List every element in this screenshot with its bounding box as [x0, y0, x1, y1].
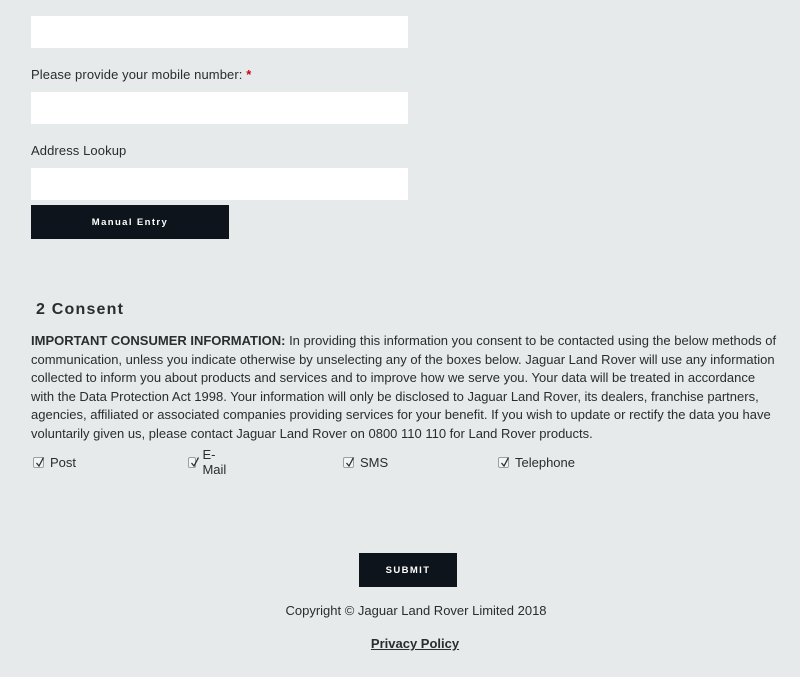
consent-option-telephone[interactable] — [498, 453, 575, 471]
address-lookup-input[interactable] — [31, 168, 408, 200]
email-label: E-Mail — [202, 447, 227, 477]
sms-label: SMS — [360, 454, 389, 470]
consent-information — [31, 332, 781, 444]
submit-button[interactable]: SUBMIT — [359, 553, 457, 587]
checkmark-icon — [35, 456, 45, 468]
sms-checkbox[interactable] — [343, 457, 354, 468]
email-checkbox[interactable] — [188, 457, 196, 468]
consent-heading: 2 Consent — [36, 301, 125, 318]
privacy-policy-link[interactable]: Privacy Policy — [370, 636, 460, 651]
mobile-number-input[interactable] — [31, 92, 408, 124]
consent-option-sms[interactable] — [343, 453, 388, 471]
consent-intro-bold: IMPORTANT CONSUMER INFORMATION: — [31, 333, 286, 348]
post-checkbox[interactable] — [33, 457, 44, 468]
checkmark-icon — [500, 456, 510, 468]
mobile-label — [31, 67, 251, 82]
telephone-label: Telephone — [515, 454, 575, 470]
address-lookup-label: Address Lookup — [31, 143, 127, 158]
consent-option-post[interactable] — [33, 453, 76, 471]
post-label: Post — [50, 454, 77, 470]
consent-intro-text: In providing this information you consent to be contacted using the below methods of communication, unless you indicate otherwise by unselecting any of the boxes below. Jaguar Land Rover will use any information collected to inform you about products and services and to improve how we serve you. Your data will be treated in accordance with the Data Protection Act 1998. Your information will only be disclosed to Jaguar Land Rover, its dealers, franchise partners, agencies, affiliated or associated companies providing services for your benefit. If you wish to update or rectify the data you have voluntarily given us, please contact Jaguar Land Rover on 0800 110 110 for Land Rover products. — [31, 333, 777, 441]
manual-entry-button[interactable]: Manual Entry — [31, 205, 229, 239]
copyright-text: Copyright © Jaguar Land Rover Limited 2018 — [285, 603, 547, 618]
telephone-checkbox[interactable] — [498, 457, 509, 468]
checkmark-icon — [345, 456, 355, 468]
previous-field-input[interactable] — [31, 16, 408, 48]
checkmark-icon — [190, 456, 200, 468]
privacy-policy — [0, 636, 800, 651]
required-marker: * — [246, 67, 252, 82]
mobile-label-text: Please provide your mobile number: — [31, 67, 247, 82]
consent-option-email[interactable] — [188, 447, 229, 477]
